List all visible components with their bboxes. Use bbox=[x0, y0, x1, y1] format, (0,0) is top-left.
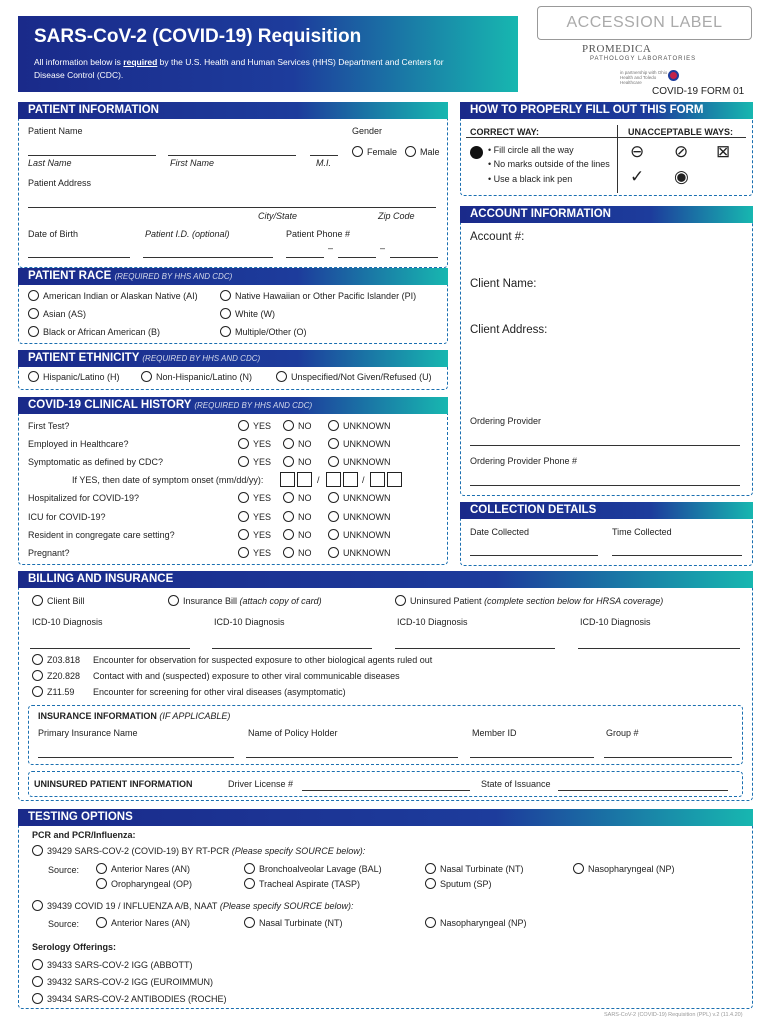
source-an-option[interactable]: Anterior Nares (AN) bbox=[96, 917, 190, 928]
account-bar: ACCOUNT INFORMATION bbox=[460, 206, 753, 223]
answer-yes-option[interactable]: YES bbox=[238, 492, 271, 503]
answer-unknown-option[interactable]: UNKNOWN bbox=[328, 529, 391, 540]
answer-yes-option[interactable]: YES bbox=[238, 456, 271, 467]
serology-heading: Serology Offerings: bbox=[32, 942, 117, 952]
footer-version: SARS-CoV-2 (COVID-19) Requisition (PPL) v.2 (11.4.20) bbox=[604, 1012, 743, 1018]
clinical-question: First Test? bbox=[28, 421, 70, 431]
account-box bbox=[460, 206, 753, 496]
radio-icon bbox=[352, 146, 363, 157]
radio-icon bbox=[405, 146, 416, 157]
form-subtitle: All information below is required by the U.S. Health and Human Services (HHS) Department and Centers for Disease Control (CDC). bbox=[34, 57, 444, 80]
test-39432-option[interactable]: 39432 SARS-COV-2 IGG (EUROIMMUN) bbox=[32, 976, 213, 987]
patient-info-bar: PATIENT INFORMATION bbox=[18, 102, 448, 119]
dob-label: Date of Birth bbox=[28, 229, 79, 239]
city-state-label: City/State bbox=[258, 211, 298, 221]
primary-insurance-field[interactable] bbox=[38, 757, 234, 758]
onset-mm-box[interactable] bbox=[280, 472, 295, 487]
answer-no-option[interactable]: NO bbox=[283, 547, 312, 558]
phone-dash: – bbox=[380, 243, 386, 253]
icd-z20828-option[interactable]: Z20.828 Contact with and (suspected) exposure to other viral communicable diseases bbox=[32, 670, 400, 681]
filled-circle-icon bbox=[470, 146, 483, 159]
answer-yes-option[interactable]: YES bbox=[238, 547, 271, 558]
race-bar: PATIENT RACE (REQUIRED BY HHS AND CDC) bbox=[18, 268, 448, 285]
icd-label: ICD-10 Diagnosis bbox=[32, 617, 103, 627]
answer-unknown-option[interactable]: UNKNOWN bbox=[328, 420, 391, 431]
driver-license-label: Driver License # bbox=[228, 779, 294, 789]
icd-field[interactable] bbox=[578, 648, 740, 649]
onset-yy-box[interactable] bbox=[370, 472, 385, 487]
insurance-title: INSURANCE INFORMATION (IF APPLICABLE) bbox=[38, 711, 231, 721]
phone-line-field[interactable] bbox=[390, 257, 438, 258]
answer-unknown-option[interactable]: UNKNOWN bbox=[328, 511, 391, 522]
ethnicity-option-h[interactable]: Hispanic/Latino (H) bbox=[28, 371, 120, 382]
race-option-ai[interactable]: American Indian or Alaskan Native (AI) bbox=[28, 290, 198, 301]
race-option-as[interactable]: Asian (AS) bbox=[28, 308, 86, 319]
race-option-b[interactable]: Black or African American (B) bbox=[28, 326, 160, 337]
answer-unknown-option[interactable]: UNKNOWN bbox=[328, 456, 391, 467]
unacceptable-label: UNACCEPTABLE WAYS: bbox=[628, 127, 734, 137]
howto-bullet: • Use a black ink pen bbox=[488, 174, 573, 184]
logo-partner-text: in partnership with Ohio Health and Toledo Healthcare bbox=[620, 70, 668, 85]
divider bbox=[466, 137, 746, 138]
promedica-logo: PROMEDICA bbox=[582, 43, 652, 55]
answer-yes-option[interactable]: YES bbox=[238, 511, 271, 522]
source-nt-option[interactable]: Nasal Turbinate (NT) bbox=[244, 917, 343, 928]
icd-label: ICD-10 Diagnosis bbox=[397, 617, 468, 627]
clinical-question: Resident in congregate care setting? bbox=[28, 530, 175, 540]
patient-id-field[interactable] bbox=[143, 257, 273, 258]
answer-no-option[interactable]: NO bbox=[283, 456, 312, 467]
gender-female-option[interactable]: Female bbox=[352, 146, 397, 157]
howto-bullet: • No marks outside of the lines bbox=[488, 159, 610, 169]
date-slash: / bbox=[317, 475, 320, 485]
last-name-field[interactable] bbox=[28, 155, 156, 156]
onset-dd-box[interactable] bbox=[343, 472, 358, 487]
onset-yy-box[interactable] bbox=[387, 472, 402, 487]
race-option-pi[interactable]: Native Hawaiian or Other Pacific Islander (PI) bbox=[220, 290, 416, 301]
ordering-provider-field[interactable] bbox=[470, 445, 740, 446]
dot-circle-icon: ◉ bbox=[674, 167, 689, 186]
race-option-w[interactable]: White (W) bbox=[220, 308, 275, 319]
x-box-icon: ⊠ bbox=[716, 142, 731, 161]
source-sp-option[interactable]: Sputum (SP) bbox=[425, 878, 492, 889]
policy-holder-label: Name of Policy Holder bbox=[248, 728, 338, 738]
billing-insurance-option[interactable]: Insurance Bill (attach copy of card) bbox=[168, 595, 322, 606]
provider-phone-label: Ordering Provider Phone # bbox=[470, 456, 578, 466]
test-39429-option[interactable]: 39429 SARS-COV-2 (COVID-19) BY RT-PCR (Please specify SOURCE below): bbox=[32, 845, 365, 856]
mi-label: M.I. bbox=[316, 158, 331, 168]
provider-phone-field[interactable] bbox=[470, 485, 740, 486]
icd-label: ICD-10 Diagnosis bbox=[580, 617, 651, 627]
howto-bullet: • Fill circle all the way bbox=[488, 145, 574, 155]
test-39433-option[interactable]: 39433 SARS-COV-2 IGG (ABBOTT) bbox=[32, 959, 193, 970]
correct-way-label: CORRECT WAY: bbox=[470, 127, 540, 137]
gender-male-option[interactable]: Male bbox=[405, 146, 440, 157]
account-number-label: Account #: bbox=[470, 231, 525, 243]
ethnicity-option-u[interactable]: Unspecified/Not Given/Refused (U) bbox=[276, 371, 432, 382]
policy-holder-field[interactable] bbox=[246, 757, 458, 758]
group-label: Group # bbox=[606, 728, 639, 738]
client-address-label: Client Address: bbox=[470, 324, 548, 336]
date-collected-field[interactable] bbox=[470, 555, 598, 556]
source-an-option[interactable]: Anterior Nares (AN) bbox=[96, 863, 190, 874]
patient-name-label: Patient Name bbox=[28, 126, 83, 136]
source-tasp-option[interactable]: Tracheal Aspirate (TASP) bbox=[244, 878, 360, 889]
source-label: Source: bbox=[48, 919, 80, 929]
form-number: COVID-19 FORM 01 bbox=[652, 86, 745, 97]
source-bal-option[interactable]: Bronchoalveolar Lavage (BAL) bbox=[244, 863, 382, 874]
first-name-field[interactable] bbox=[168, 155, 296, 156]
address-field[interactable] bbox=[28, 207, 436, 208]
partner-logo-icon bbox=[668, 70, 679, 81]
phone-dash: – bbox=[328, 243, 334, 253]
date-slash: / bbox=[362, 475, 365, 485]
test-39434-option[interactable]: 39434 SARS-COV-2 ANTIBODIES (ROCHE) bbox=[32, 993, 227, 1004]
patient-id-label: Patient I.D. (optional) bbox=[145, 229, 230, 239]
answer-no-option[interactable]: NO bbox=[283, 511, 312, 522]
clinical-bar: COVID-19 CLINICAL HISTORY (REQUIRED BY HHS AND CDC) bbox=[18, 397, 448, 414]
client-name-label: Client Name: bbox=[470, 278, 537, 290]
collection-bar: COLLECTION DETAILS bbox=[460, 502, 753, 519]
line-through-icon: ⊖ bbox=[630, 142, 645, 161]
phone-area-field[interactable] bbox=[286, 257, 324, 258]
onset-dd-box[interactable] bbox=[326, 472, 341, 487]
ethnicity-option-n[interactable]: Non-Hispanic/Latino (N) bbox=[141, 371, 252, 382]
billing-bar: BILLING AND INSURANCE bbox=[18, 571, 753, 588]
checkmark-icon: ✓ bbox=[630, 167, 645, 186]
zip-label: Zip Code bbox=[378, 211, 415, 221]
last-name-label: Last Name bbox=[28, 158, 72, 168]
onset-label: If YES, then date of symptom onset (mm/dd/yy): bbox=[72, 475, 264, 485]
state-issuance-field[interactable] bbox=[558, 790, 728, 791]
member-id-field[interactable] bbox=[470, 757, 594, 758]
billing-uninsured-option[interactable]: Uninsured Patient (complete section below for HRSA coverage) bbox=[395, 595, 663, 606]
source-np-option[interactable]: Nasopharyngeal (NP) bbox=[425, 917, 527, 928]
group-field[interactable] bbox=[604, 757, 732, 758]
source-op-option[interactable]: Oropharyngeal (OP) bbox=[96, 878, 192, 889]
answer-unknown-option[interactable]: UNKNOWN bbox=[328, 438, 391, 449]
icd-field[interactable] bbox=[30, 648, 190, 649]
dob-field[interactable] bbox=[28, 257, 130, 258]
answer-yes-option[interactable]: YES bbox=[238, 420, 271, 431]
answer-yes-option[interactable]: YES bbox=[238, 438, 271, 449]
member-id-label: Member ID bbox=[472, 728, 517, 738]
clinical-question: ICU for COVID-19? bbox=[28, 512, 106, 522]
driver-license-field[interactable] bbox=[302, 790, 470, 791]
answer-yes-option[interactable]: YES bbox=[238, 529, 271, 540]
primary-insurance-label: Primary Insurance Name bbox=[38, 728, 138, 738]
time-collected-field[interactable] bbox=[612, 555, 742, 556]
accession-label: ACCESSION LABEL bbox=[537, 6, 752, 40]
slash-circle-icon: ⊘ bbox=[674, 142, 689, 161]
race-option-o[interactable]: Multiple/Other (O) bbox=[220, 326, 307, 337]
date-collected-label: Date Collected bbox=[470, 527, 530, 537]
clinical-question: Symptomatic as defined by CDC? bbox=[28, 457, 164, 467]
answer-no-option[interactable]: NO bbox=[283, 438, 312, 449]
icd-z1159-option[interactable]: Z11.59 Encounter for screening for other viral diseases (asymptomatic) bbox=[32, 686, 346, 697]
pcr-heading: PCR and PCR/Influenza: bbox=[32, 830, 136, 840]
answer-no-option[interactable]: NO bbox=[283, 492, 312, 503]
source-label: Source: bbox=[48, 865, 80, 875]
icd-field[interactable] bbox=[212, 648, 372, 649]
icd-field[interactable] bbox=[395, 648, 555, 649]
mi-field[interactable] bbox=[310, 155, 338, 156]
answer-unknown-option[interactable]: UNKNOWN bbox=[328, 492, 391, 503]
time-collected-label: Time Collected bbox=[612, 527, 672, 537]
icd-z03818-option[interactable]: Z03.818 Encounter for observation for suspected exposure to other biological agents ruled out bbox=[32, 654, 432, 665]
clinical-question: Employed in Healthcare? bbox=[28, 439, 129, 449]
ethnicity-bar: PATIENT ETHNICITY (REQUIRED BY HHS AND CDC) bbox=[18, 350, 448, 367]
answer-unknown-option[interactable]: UNKNOWN bbox=[328, 547, 391, 558]
divider bbox=[617, 125, 618, 193]
onset-mm-box[interactable] bbox=[297, 472, 312, 487]
test-39439-option[interactable]: 39439 COVID 19 / INFLUENZA A/B, NAAT (Please specify SOURCE below): bbox=[32, 900, 353, 911]
address-label: Patient Address bbox=[28, 178, 92, 188]
icd-label: ICD-10 Diagnosis bbox=[214, 617, 285, 627]
answer-no-option[interactable]: NO bbox=[283, 420, 312, 431]
phone-label: Patient Phone # bbox=[286, 229, 351, 239]
logo-subtitle: PATHOLOGY LABORATORIES bbox=[590, 56, 697, 62]
phone-prefix-field[interactable] bbox=[338, 257, 376, 258]
first-name-label: First Name bbox=[170, 158, 215, 168]
billing-client-option[interactable]: Client Bill bbox=[32, 595, 85, 606]
answer-no-option[interactable]: NO bbox=[283, 529, 312, 540]
clinical-question: Hospitalized for COVID-19? bbox=[28, 493, 140, 503]
gender-label: Gender bbox=[352, 126, 383, 136]
howto-bar: HOW TO PROPERLY FILL OUT THIS FORM bbox=[460, 102, 753, 119]
testing-bar: TESTING OPTIONS bbox=[18, 809, 753, 826]
clinical-question: Pregnant? bbox=[28, 548, 70, 558]
ordering-provider-label: Ordering Provider bbox=[470, 416, 542, 426]
uninsured-title: UNINSURED PATIENT INFORMATION bbox=[34, 779, 193, 789]
source-np-option[interactable]: Nasopharyngeal (NP) bbox=[573, 863, 675, 874]
state-issuance-label: State of Issuance bbox=[481, 779, 551, 789]
form-title: SARS-CoV-2 (COVID-19) Requisition bbox=[34, 26, 362, 47]
source-nt-option[interactable]: Nasal Turbinate (NT) bbox=[425, 863, 524, 874]
